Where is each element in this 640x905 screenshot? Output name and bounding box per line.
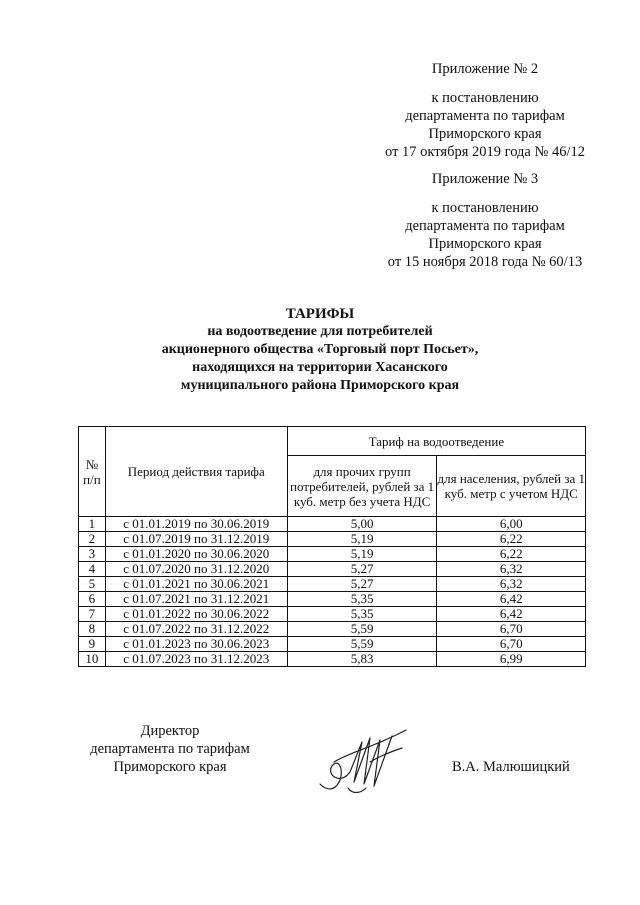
table-row (79, 637, 586, 652)
cell-population: 6,70 (437, 637, 586, 652)
cell-other: 5,27 (287, 562, 437, 577)
signatory-position-line: Приморского края (113, 759, 227, 775)
cell-period: с 01.01.2022 по 30.06.2022 (105, 607, 287, 622)
appendix-2-line: к постановлению (431, 90, 539, 106)
appendix-3-heading: Приложение № 3 (431, 171, 539, 187)
cell-period: с 01.07.2023 по 31.12.2023 (105, 652, 287, 667)
appendix-3-line: от 15 ноября 2018 года № 60/13 (387, 254, 583, 270)
document-title (80, 305, 560, 395)
appendix-2-line: от 17 октября 2019 года № 46/12 (385, 144, 585, 160)
table-row (79, 607, 586, 622)
cell-num: 2 (79, 532, 106, 547)
title-line: находящихся на территории Хасанского (192, 360, 448, 375)
header-tariff-group: Тариф на водоотведение (287, 427, 585, 456)
cell-period: с 01.07.2022 по 31.12.2022 (105, 622, 287, 637)
header-other-consumers: для прочих групп потребителей, рублей за 1 куб. метр без учета НДС (287, 456, 437, 517)
cell-other: 5,59 (287, 637, 437, 652)
table-row (79, 652, 586, 667)
cell-other: 5,00 (287, 517, 437, 532)
cell-num: 3 (79, 547, 106, 562)
appendix-3-line: Приморского края (428, 236, 542, 252)
title-line: на водоотведение для потребителей (207, 324, 433, 339)
table-row (79, 517, 586, 532)
cell-num: 6 (79, 592, 106, 607)
appendix-2-block (360, 60, 610, 161)
handwritten-signature-icon (310, 722, 420, 802)
signatory-position-line: Директор (140, 723, 200, 739)
header-num: № п/п (79, 427, 106, 517)
cell-population: 6,00 (437, 517, 586, 532)
cell-other: 5,35 (287, 592, 437, 607)
cell-other: 5,19 (287, 547, 437, 562)
cell-population: 6,99 (437, 652, 586, 667)
cell-other: 5,83 (287, 652, 437, 667)
cell-num: 8 (79, 622, 106, 637)
cell-population: 6,70 (437, 622, 586, 637)
cell-population: 6,42 (437, 592, 586, 607)
header-period: Период действия тарифа (105, 427, 287, 517)
cell-period: с 01.01.2020 по 30.06.2020 (105, 547, 287, 562)
cell-period: с 01.01.2019 по 30.06.2019 (105, 517, 287, 532)
cell-num: 9 (79, 637, 106, 652)
table-row (79, 547, 586, 562)
cell-period: с 01.01.2021 по 30.06.2021 (105, 577, 287, 592)
appendix-2-line: департамента по тарифам (405, 108, 565, 124)
cell-num: 4 (79, 562, 106, 577)
title-line: муниципального района Приморского края (180, 378, 460, 393)
signatory-position (60, 722, 280, 776)
cell-num: 10 (79, 652, 106, 667)
table-row (79, 577, 586, 592)
tariff-table-body (79, 517, 586, 667)
cell-num: 7 (79, 607, 106, 622)
cell-other: 5,35 (287, 607, 437, 622)
cell-other: 5,27 (287, 577, 437, 592)
signatory-position-line: департамента по тарифам (90, 741, 250, 757)
cell-population: 6,32 (437, 577, 586, 592)
cell-period: с 01.07.2019 по 31.12.2019 (105, 532, 287, 547)
cell-population: 6,42 (437, 607, 586, 622)
appendix-3-line: к постановлению (431, 200, 539, 216)
title-line: акционерного общества «Торговый порт Посьет», (161, 342, 479, 357)
appendix-2-heading: Приложение № 2 (431, 61, 539, 77)
appendix-3-block (360, 170, 610, 271)
cell-period: с 01.07.2021 по 31.12.2021 (105, 592, 287, 607)
cell-population: 6,32 (437, 562, 586, 577)
appendix-3-line: департамента по тарифам (405, 218, 565, 234)
cell-population: 6,22 (437, 532, 586, 547)
cell-other: 5,59 (287, 622, 437, 637)
table-row (79, 592, 586, 607)
table-row (79, 562, 586, 577)
appendix-2-line: Приморского края (428, 126, 542, 142)
signatory-name: В.А. Малюшицкий (452, 759, 570, 775)
cell-period: с 01.07.2020 по 31.12.2020 (105, 562, 287, 577)
table-row (79, 532, 586, 547)
cell-other: 5,19 (287, 532, 437, 547)
cell-num: 5 (79, 577, 106, 592)
cell-num: 1 (79, 517, 106, 532)
tariff-table (78, 426, 586, 667)
cell-population: 6,22 (437, 547, 586, 562)
table-row (79, 622, 586, 637)
title-main: ТАРИФЫ (285, 306, 355, 322)
header-population: для населения, рублей за 1 куб. метр с учетом НДС (437, 456, 586, 517)
cell-period: с 01.01.2023 по 30.06.2023 (105, 637, 287, 652)
